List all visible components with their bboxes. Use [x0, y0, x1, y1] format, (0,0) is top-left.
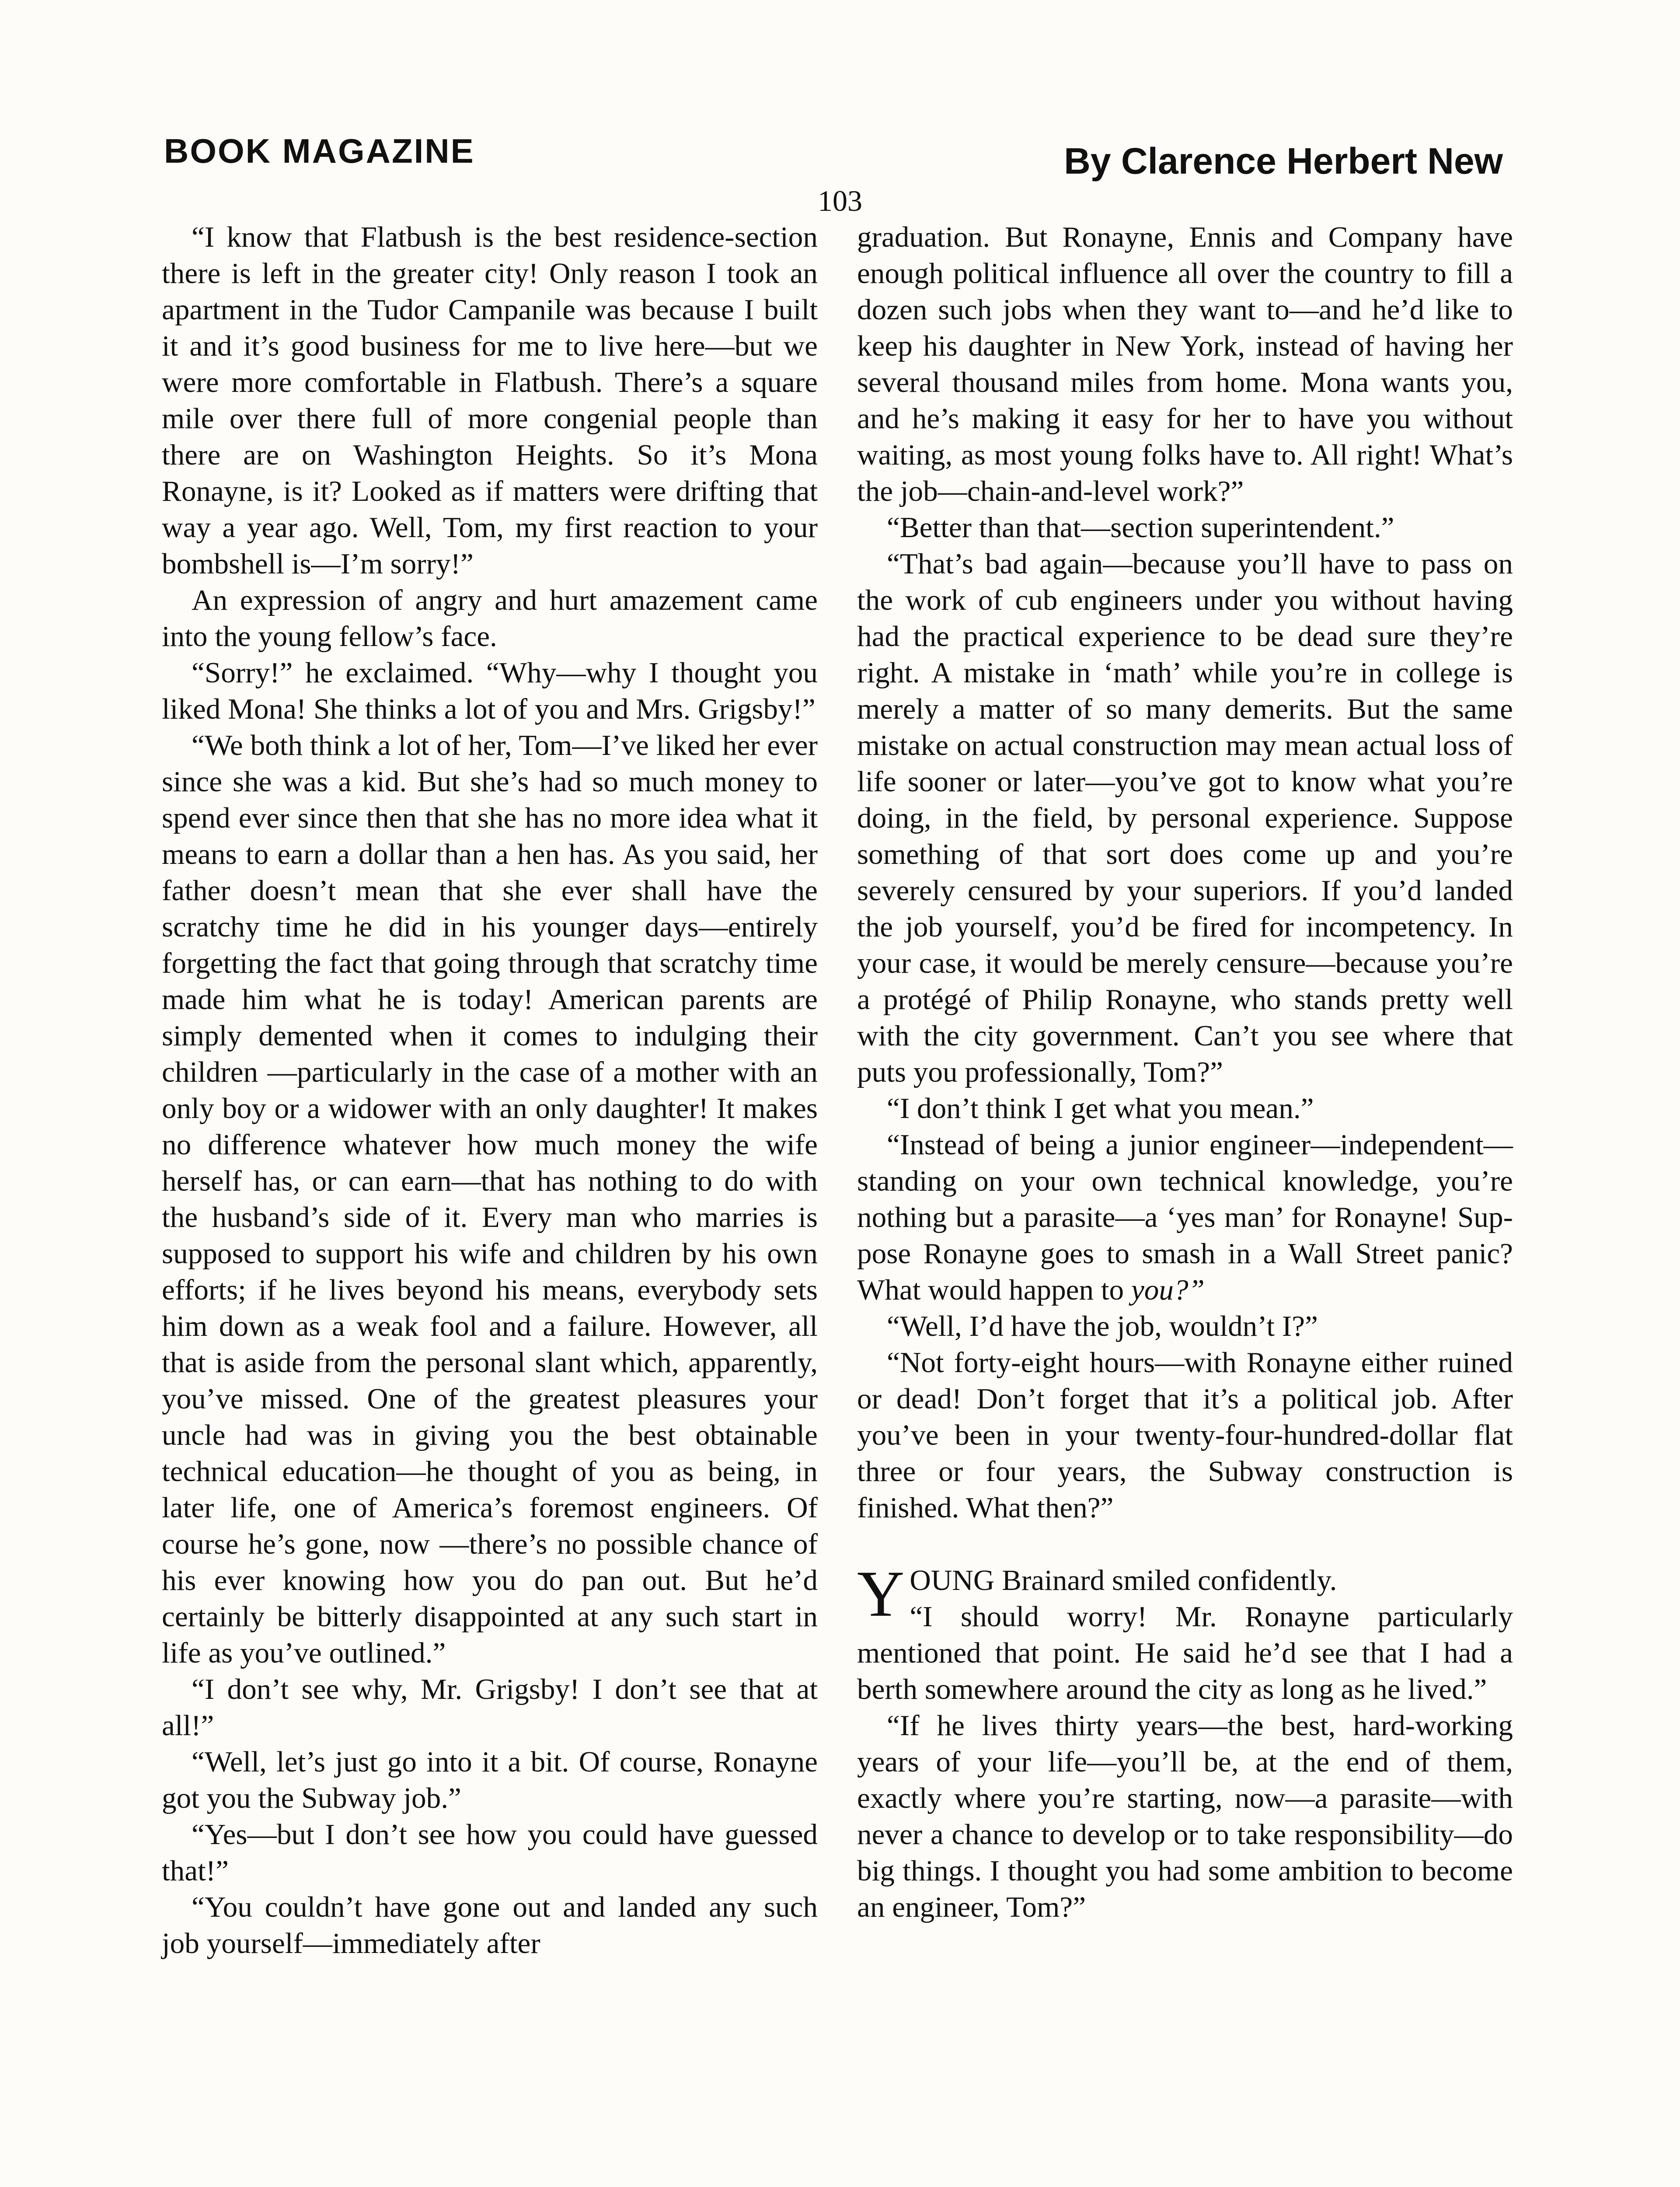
right-text-column: [857, 219, 1513, 1925]
paragraph: An expression of angry and hurt amazement came into the young fellow’s face.: [162, 583, 818, 653]
dropcap-paragraph: [857, 1558, 1513, 1707]
paragraph: “Well, let’s just go into it a bit. Of course, Ronayne got you the Subway job.”: [162, 1745, 818, 1814]
author-byline: By Clarence Herbert New: [1064, 140, 1503, 182]
section-break: [857, 1526, 1513, 1562]
paragraph: “Better than that—section superintendent.”: [887, 511, 1394, 544]
italic-word: you?”: [1131, 1273, 1205, 1306]
paragraph: “You couldn’t have gone out and landed any such job yourself—immediately after: [162, 1890, 818, 1960]
paragraph-text: “Instead of being a junior engineer—independent—standing on your own technical knowledge, you’re nothing but a parasite—a ‘yes man’ for Ronayne! Suppose Ronayne goes to smash in a Wall Street panic? What would happen to: [857, 1128, 1513, 1306]
paragraph: “I don’t think I get what you mean.”: [887, 1092, 1314, 1125]
paragraph-text: OUNG Brainard smiled confidently.: [910, 1564, 1337, 1597]
drop-cap-letter: Y: [857, 1558, 905, 1630]
paragraph: “I know that Flatbush is the best residence-section there is left in the greater city! Only reason I took an apartment in the Tudor Campanile was because I built it and it’s good business for me to live here—but we were more comfortable in Flatbush. There’s a square mile over there full of more congenial people than there are on Washington Heights. So it’s Mona Ronayne, is it? Looked as if matters were drifting that way a year ago. Well, Tom, my first reaction to your bombshell is—I’m sorry!”: [162, 220, 818, 580]
paragraph: “Yes—but I don’t see how you could have guessed that!”: [162, 1818, 818, 1887]
paragraph: “Well, I’d have the job, wouldn’t I?”: [887, 1310, 1318, 1342]
paragraph: “I don’t see why, Mr. Grigsby! I don’t see that at all!”: [162, 1673, 818, 1742]
paragraph: “If he lives thirty years—the best, hard-working years of your life—you’ll be, at the end of them, exactly where you’re starting, now—a parasite—with never a chance to develop or to take responsibility—do big things. I thought you had some ambition to become an engineer, Tom?”: [857, 1709, 1513, 1923]
magazine-title: BOOK MAGAZINE: [164, 132, 475, 170]
paragraph: “Sorry!” he exclaimed. “Why—why I thought you liked Mona! She thinks a lot of you and Mrs. Grigsby!”: [162, 656, 818, 725]
paragraph-text: “I should worry! Mr. Ronayne particularly mentioned that point. He said he’d see that I had a berth somewhere around the city as long as he lived.”: [857, 1600, 1513, 1705]
paragraph: “That’s bad again—because you’ll have to pass on the work of cub engineers under you without having had the practical experience to be dead sure they’re right. A mistake in ‘math’ while you’re in college is merely a matter of so many demerits. But the same mistake on actual construction may mean actual loss of life sooner or later—you’ve got to know what you’re doing, in the field, by personal experience. Suppose something of that sort does come up and you’re severely censured by your superiors. If you’d landed the job yourself, you’d be fired for incompetency. In your case, it would be merely censure—because you’re a protégé of Philip Ronayne, who stands pretty well with the city government. Can’t you see where that puts you professionally, Tom?”: [857, 547, 1513, 1088]
paragraph: “Not forty-eight hours—with Ronayne either ruined or dead! Don’t forget that it’s a political job. After you’ve been in your twenty-four-hundred-dollar flat three or four years, the Subway construction is finished. What then?”: [857, 1346, 1513, 1524]
left-text-column: [162, 219, 818, 1961]
paragraph: graduation. But Ronayne, Ennis and Company have enough political influence all over the country to fill a dozen such jobs when they want to—and he’d like to keep his daughter in New York, instead of having her several thousand miles from home. Mona wants you, and he’s making it easy for her to have you without waiting, as most young folks have to. All right! What’s the job—chain-and-level work?”: [857, 220, 1513, 507]
paragraph: “We both think a lot of her, Tom—I’ve liked her ever since she was a kid. But she’s had so much money to spend ever since then that she has no more idea what it means to earn a dollar than a hen has. As you said, her father doesn’t mean that she ever shall have the scratchy time he did in his younger days—entirely forgetting the fact that going through that scratchy time made him what he is today! American parents are simply demented when it comes to indulging their children —particularly in the case of a mother with an only boy or a widower with an only daughter! It makes no difference whatever how much money the wife herself has, or can earn—that has nothing to do with the husband’s side of it. Every man who marries is supposed to support his wife and children by his own efforts; if he lives beyond his means, everybody sets him down as a weak fool and a failure. However, all that is aside from the personal slant which, apparently, you’ve missed. One of the greatest pleasures your uncle had was in giving you the best obtainable technical education—he thought of you as being, in later life, one of America’s foremost engineers. Of course he’s gone, now —there’s no possible chance of his ever knowing how you do pan out. But he’d certainly be bitterly disappointed at any such start in life as you’ve outlined.”: [162, 729, 818, 1669]
paragraph: [857, 1126, 1513, 1308]
page-number: 103: [818, 184, 862, 217]
